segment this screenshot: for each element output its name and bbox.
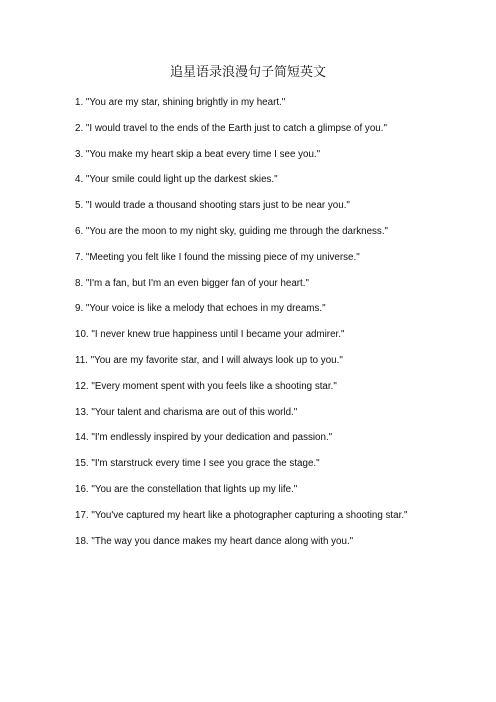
- list-item: 1. "You are my star, shining brightly in my heart.": [75, 97, 286, 108]
- quote-list: [75, 90, 427, 554]
- document-title: 追星语录浪漫句子简短英文: [169, 65, 326, 80]
- list-item: 12. "Every moment spent with you feels like a shooting star.": [75, 380, 337, 392]
- list-item: 17. "You've captured my heart like a photographer capturing a shooting star.": [75, 509, 408, 521]
- list-item: 3. "You make my heart skip a beat every time I see you.": [75, 148, 321, 160]
- list-item: 6. "You are the moon to my night sky, guiding me through the darkness.": [75, 225, 389, 237]
- list-item: 11. "You are my favorite star, and I will always look up to you.": [75, 354, 343, 366]
- list-item: 18. "The way you dance makes my heart dance along with you.": [75, 535, 354, 547]
- list-item: 4. "Your smile could light up the darkest skies.": [75, 174, 278, 186]
- list-item: 2. "I would travel to the ends of the Earth just to catch a glimpse of you.": [75, 122, 387, 134]
- list-item: 10. "I never knew true happiness until I became your admirer.": [75, 329, 345, 341]
- list-item: 15. "I'm starstruck every time I see you grace the stage.": [75, 458, 320, 470]
- list-item: 7. "Meeting you felt like I found the missing piece of my universe.": [75, 251, 360, 263]
- list-item: 16. "You are the constellation that lights up my life.": [75, 483, 298, 495]
- list-item: 8. "I'm a fan, but I'm an even bigger fan of your heart.": [75, 277, 309, 289]
- list-item: 9. "Your voice is like a melody that echoes in my dreams.": [75, 303, 326, 315]
- list-item: 13. "Your talent and charisma are out of this world.": [75, 406, 298, 418]
- list-item: 14. "I'm endlessly inspired by your dedication and passion.": [75, 432, 333, 444]
- list-item: 5. "I would trade a thousand shooting stars just to be near you.": [75, 200, 350, 212]
